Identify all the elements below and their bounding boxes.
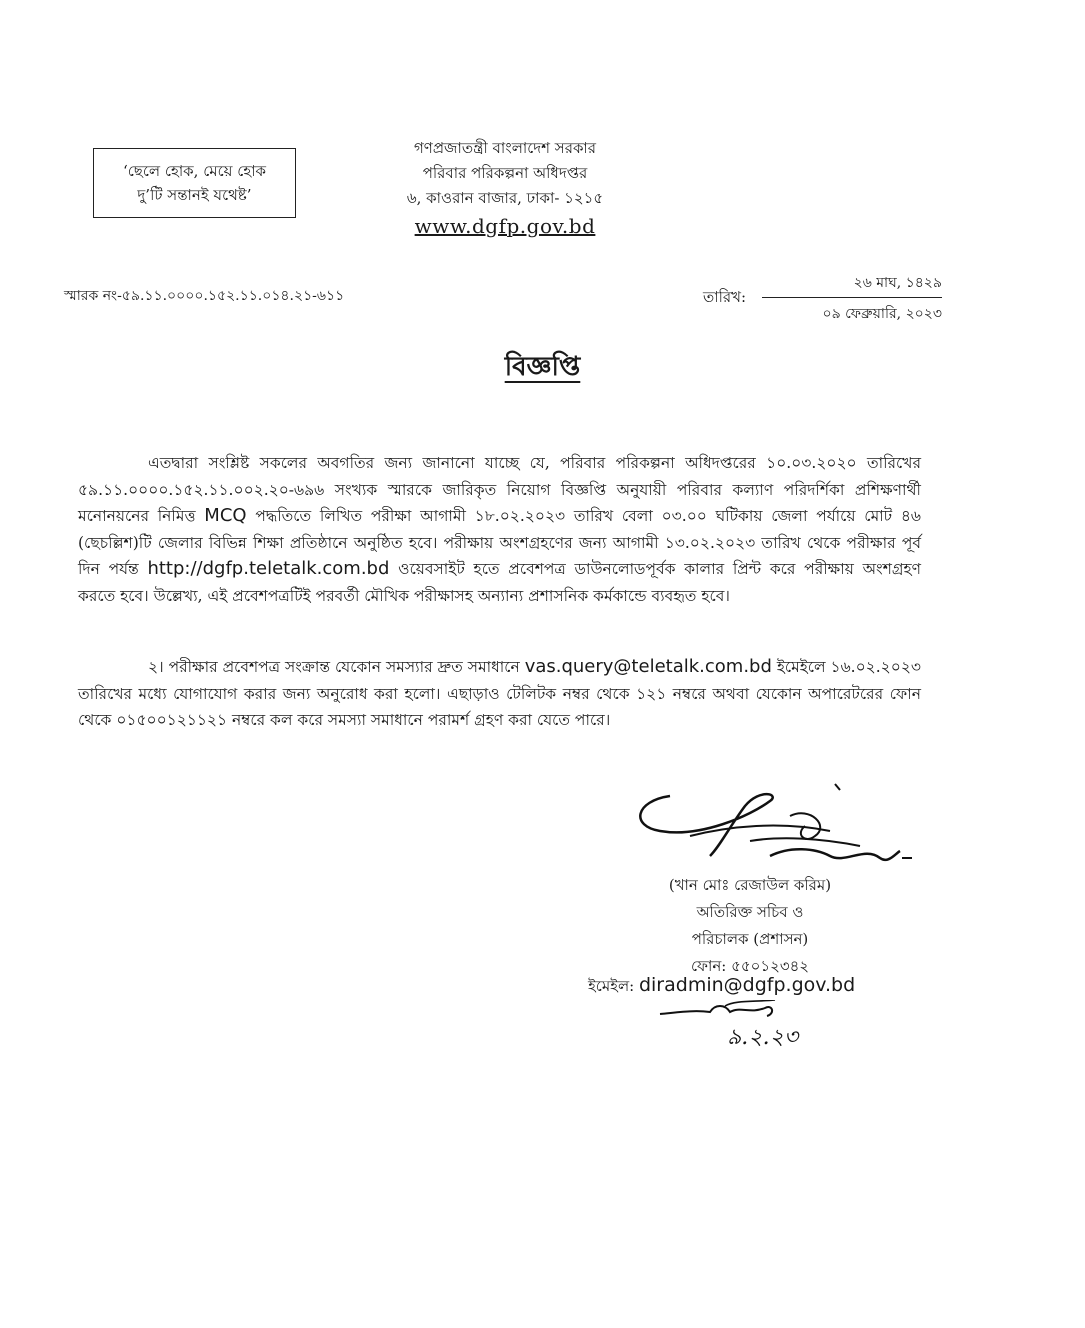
notice-title [0,346,1085,390]
paragraph-2-part-1: ২। পরীক্ষার প্রবেশপত্র সংক্রান্ত যেকোন সমস্যার দ্রুত সমাধানে [148,658,525,676]
mcq-text: MCQ [204,505,247,526]
header-department: পরিবার পরিকল্পনা অধিদপ্তর [422,164,588,182]
office-header [380,136,630,239]
header-government: গণপ্রজাতন্ত্রী বাংলাদেশ সরকার [413,139,597,157]
paragraph-1 [78,450,921,609]
header-address: ৬, কাওরান বাজার, ঢাকা- ১২১৫ [406,189,604,207]
signatory-title-2: পরিচালক (প্রশাসন) [691,930,809,948]
memo-number: স্মারক নং-৫৯.১১.০০০০.১৫২.১১.০১৪.২১-৬১১ [64,288,345,304]
date-label: তারিখ: [703,288,747,306]
date-divider [762,297,942,298]
date-english: ০৯ ফেব্রুয়ারি, ২০২৩ [822,306,942,322]
signatory-email-link[interactable]: diradmin@dgfp.gov.bd [638,974,856,996]
signatory-title-1: অতিরিক্ত সচিব ও [696,903,804,921]
signature-icon [630,776,920,886]
paragraph-1-part-2: পদ্ধতিতে লিখিত পরীক্ষা আগামী ১৮.০২.২০২৩ তারিখ বেলা ০৩.০০ ঘটিকায় জেলা পর্যায়ে মোট ৪৬ (ছেচল্লিশ)টি জেলার বিভিন্ন শিক্ষা প্রতিষ্ঠানে অনুষ্ঠিত হবে। পরীক্ষায় অংশগ্রহণের জন্য আগামী ১৩.০২.২০২৩ তারিখ থেকে পরীক্ষার পূর্ব দিন পর্যন্ত [78,507,922,578]
initial-date-text: ৯.২.২৩ [727,1025,799,1050]
notice-title-text: বিজ্ঞপ্তি [504,352,581,382]
paragraph-2-part-2: ইমেইলে ১৬.০২.২০২৩ তারিখের মধ্যে যোগাযোগ করার জন্য অনুরোধ করা হলো। এছাড়াও টেলিটক নম্বর থেকে ১২১ নম্বরে অথবা যেকোন অপারেটরের ফোন থেকে ০১৫০০১২১১২১ নম্বরে কল করে সমস্যা সমাধানে পরামর্শ গ্রহণ করা যেতে পারে। [78,658,921,729]
signatory-email-line [588,974,855,1000]
header-website-link[interactable]: www.dgfp.gov.bd [414,214,596,238]
signatory-phone: ফোন: ৫৫০১২৩৪২ [690,957,810,975]
paragraph-1-part-3: ওয়েবসাইট হতে প্রবেশপত্র ডাউনলোডপূর্বক কালার প্রিন্ট করে পরীক্ষায় অংশগ্রহণ করতে হবে। উল্লেখ্য, এই প্রবেশপত্রটিই পরবর্তী মৌখিক পরীক্ষাসহ অন্যান্য প্রশাসনিক কর্মকান্ডে ব্যবহৃত হবে। [78,560,921,605]
date-bangla: ২৬ মাঘ, ১৪২৯ [853,275,942,291]
signatory-email-label: ইমেইল: [588,977,639,995]
handwritten-initial-icon [655,1000,825,1050]
paragraph-2 [78,654,921,734]
slogan-box [93,148,296,218]
paragraph-1-part-1: এতদ্বারা সংশ্লিষ্ট সকলের অবগতির জন্য জানানো যাচ্ছে যে, পরিবার পরিকল্পনা অধিদপ্তরের ১০.০৩.২০২০ তারিখের ৫৯.১১.০০০০.১৫২.১১.০০২.২০-৬৯৬ সংখ্যক স্মারকে জারিকৃত নিয়োগ বিজ্ঞপ্তি অনুযায়ী পরিবার কল্যাণ পরিদর্শিকা প্রশিক্ষণার্থী মনোনয়নের নিমিত্ত [78,454,921,525]
support-email-link[interactable]: vas.query@teletalk.com.bd [524,656,772,677]
admit-card-website-link[interactable]: http://dgfp.teletalk.com.bd [147,558,390,579]
slogan-line-1: ‘ছেলে হোক, মেয়ে হোক [122,162,267,180]
slogan-line-2: দু’টি সন্তানই যথেষ্ট’ [137,186,252,204]
signatory-block [590,872,910,980]
signatory-name: (খান মোঃ রেজাউল করিম) [668,876,832,894]
